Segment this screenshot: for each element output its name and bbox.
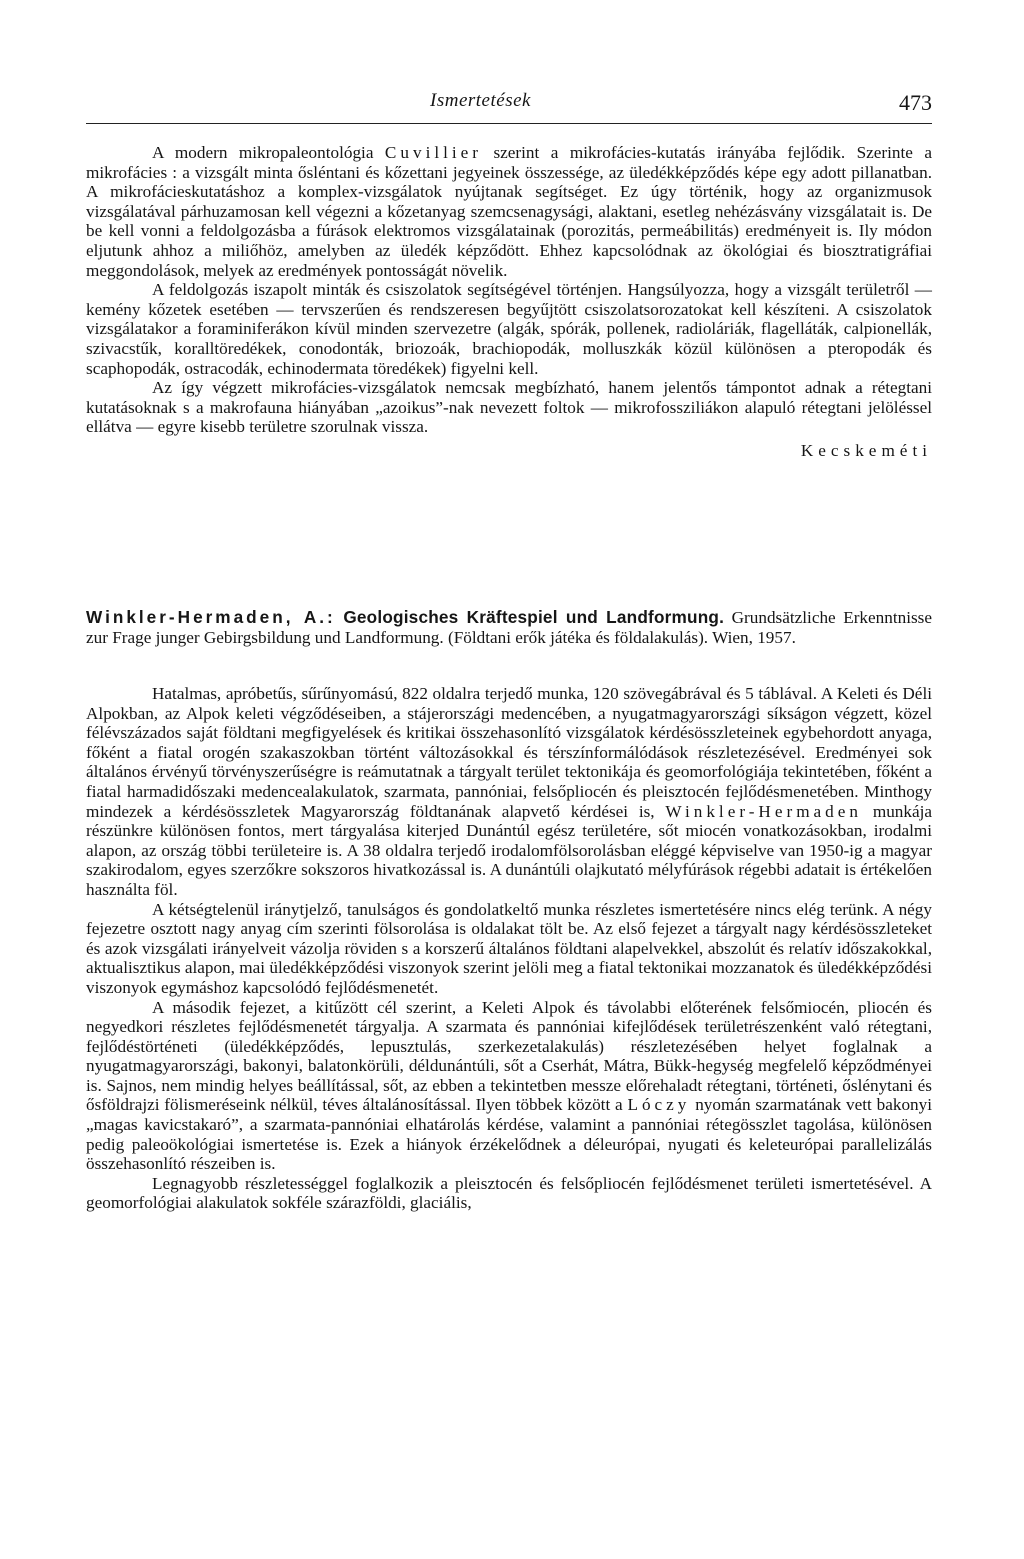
book-reference <box>86 608 932 647</box>
reference-author: Winkler-Hermaden, A.: <box>86 607 336 627</box>
running-header-title: Ismertetések <box>430 90 531 111</box>
header-rule <box>86 123 932 124</box>
review-section-1 <box>86 143 932 461</box>
paragraph: Hatalmas, apróbetűs, sűrűnyomású, 822 oldalra terjedő munka, 120 szövegábrával és 5 táblával. A Keleti és Déli Alpokban, az Alpok keleti végződéseiben, a stájerországi medencében, a nyugatmagyarországi síkságon végzett, közel félévszázados saját földtani megfigyelések és kritikai összehasonlító vizsgálatok kérdésösszleteinek egybehordott anyaga, főként a fiatal orogén szakaszokban történt változásokkal és térszínformálódások részletezésével. Eredményei sok általános érvényű törvényszerűségre is reámutatnak a tárgyalt terület tektonikája és geomorfológiája tekintetében, főként a fiatal harmadidőszaki medencealakulatok, szarmata, pannóniai, felsőpliocén és pleisztocén fejlődésmenetében. Minthogy mindezek a kérdésösszletek Magyarország földtanának alapvető kérdései is, Winkler-Hermaden munkája részünkre különösen fontos, mert tárgyalása kiterjed Dunántúl egész területére, sőt miocén vonatkozásokban, irodalmi alapon, az ország többi területeire is. A 38 oldalra terjedő irodalomfölsorolásban eléggé képviselve van 1950-ig a magyar szakirodalom, egyes szerzőkre sokszoros hivatkozással is. A dunántúli olajkutató mélyfúrások régebbi adatait is értékelően használta föl. <box>86 684 933 899</box>
reference-title: Geologisches Kräftespiel und Landformung. <box>343 607 725 627</box>
review-section-2 <box>86 684 932 1213</box>
paragraph: A második fejezet, a kitűzött cél szerint, a Keleti Alpok és távolabbi előterének felsőmiocén, pliocén és negyedkori részletes fejlődésmenetét tárgyalja. A szarmata és pannóniai kifejlődések területrészenként való rétegtani, fejlődéstörténeti (üledékképződés, lepusztulás, szerkezetalakulás) részletezésében helyet foglalnak a nyugatmagyarországi, bakonyi, balatonkörüli, déldunántúli, sőt a Cserhát, Mátra, Bükk-hegység megfelelő képződményei is. Sajnos, nem mindig helyes beállítással, sőt, az ebben a tekintetben messze előrehaladt rétegtani, történeti, őslénytani és ősföldrajzi fölismeréseink nélkül, téves általánosítással. Ilyen többek között a Lóczy nyomán szarmatának vett bakonyi „magas kavicstakaró”, a szarmata-pannóniai elhatárolás kérdése, valamint a pannóniai rétegösszlet tagolása, különösen pedig paleoökológiai ismertetése is. Ezek a hiányok érzékelődnek a déleurópai, nyugati és keleteurópai parallelizálás összehasonlító részeiben is. <box>86 997 932 1174</box>
author-name: Winkler-Hermaden <box>665 801 863 821</box>
paragraph: Legnagyobb részletességgel foglalkozik a pleisztocén és felsőpliocén fejlődésmenet területi ismertetésével. A geomorfológiai alakulatok sokféle szárazföldi, glaciális, <box>86 1173 932 1213</box>
paragraph: A modern mikropaleontológia Cuvillier szerint a mikrofácies-kutatás irányába fejlődik. Szerinte a mikrofácies : a vizsgált minta ősléntani és kőzettani jegyeinek összessége, az üledékképződés képe egy adott pillanatban. A mikrofácieskutatáshoz a komplex-vizsgálatok nyújtanak segítséget. Ez úgy történik, hogy az organizmusok vizsgálatával párhuzamosan kell végezni a kőzetanyag szemcsenagysági, alaktani, esetleg nehézásvány vizsgálatait is. De be kell vonni a feldolgozásba a fúrások elektromos vizsgálatainak (porozitás, permeábilitás) eredményeit is. Ily módon eljutunk ahhoz a miliőhöz, amelyben az üledék képződött. Ehhez kapcsolódnak az ökológiai és biosztratigráfiai meggondolások, melyek az eredmények pontosságát növelik. <box>86 143 933 280</box>
paragraph: A kétségtelenül iránytjelző, tanulságos és gondolatkeltő munka részletes ismertetésére nincs elég terünk. A négy fejezetre osztott nagy anyag cím szerinti fölsorolása is oldalakat tölt be. Az első fejezet a tárgyalt nagy kérdésösszleteket és azok vizsgálati irányelveit vázolja röviden s a korszerű általános földtani alapelvekkel, abszolút és relatív időszakokkal, aktualisztikus alapon, mai üledékképződési viszonyok szerint jelöli meg a fiatal tektonikai mozzanatok és üledékképződési viszonyok egymáshoz kapcsolódó fejlődésmenetét. <box>86 899 932 997</box>
reviewer-signature: Kecskeméti <box>800 440 932 460</box>
paragraph: Az így végzett mikrofácies-vizsgálatok nemcsak megbízható, hanem jelentős támpontot adnak a rétegtani kutatásoknak s a makrofauna hiányában „azoikus”-nak nevezett foltok — mikrofossziliákon alapuló rétegtani jelöléssel ellátva — egyre kisebb területre szorulnak vissza. <box>86 378 932 437</box>
page-number: 473 <box>899 90 932 115</box>
reference-entry <box>86 608 932 647</box>
author-name: Cuvillier <box>384 143 483 162</box>
paragraph: A feldolgozás iszapolt minták és csiszolatok segítségével történjen. Hangsúlyozza, hogy a vizsgált területről — kemény kőzetek esetében — tervszerűen és rendszeresen begyűjtött csiszolatsorozatokat kell készíteni. A csiszolatok vizsgálatakor a foraminiferákon kívül minden szervezetre (algák, spórák, pollenek, radioláriák, flagelláták, calpionellák, szivacstűk, koralltöredékek, conodonták, briozoák, brachiopodák, molluszkák közül különösen a pteropodák és scaphopodák, ostracodák, echinodermata töredékek) figyelni kell. <box>86 280 932 378</box>
author-name: Lóczy <box>627 1095 691 1115</box>
reference-details: Grundsätzliche Erkenntnisse zur Frage junger Gebirgsbildung und Landformung. (Földtani erők játéka és földalakulás). Wien, 1957. <box>86 608 932 647</box>
